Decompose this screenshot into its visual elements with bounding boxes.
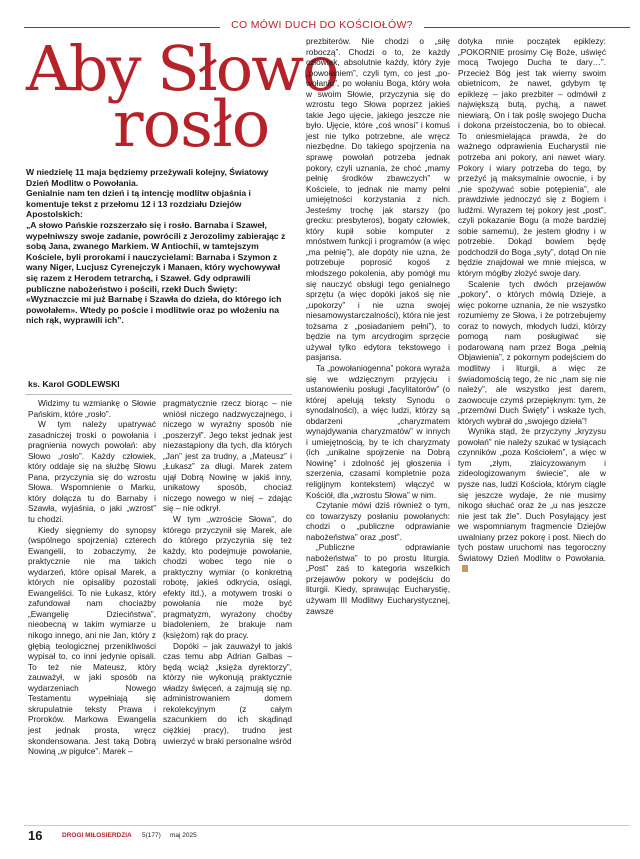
text-column-3 bbox=[306, 36, 450, 616]
paragraph bbox=[458, 426, 606, 574]
paragraph: Ta „powołaniogenna” pokora wyraża się we wdzięcznym przyjęciu i ustanowieniu posługi „facylitatorów” (o której apelują teksty Synodu o synodalności), a więc ludzi, którzy są obdarzeni „charyzmatem wynajdywania charyzmatów” w innych i umiejętnością, by te ich charyzmaty (ich „unikalne spojrzenie na Dobrą Nowinę” i zdolność jej głoszenia i szerzenia, czasami kompletnie poza religijnym kontekstem) włączyć w Kościół, dla „wzrostu Słowa” w nim. bbox=[306, 362, 450, 500]
end-mark-icon bbox=[462, 565, 468, 572]
lead-paragraph: Genialnie nam ten dzień i tą intencję modlitw objaśnia i komentuje tekst z przełomu 12 i 13 rozdziału Dziejów Apostolskich: bbox=[26, 188, 251, 220]
text-column-4 bbox=[458, 36, 606, 574]
author-byline: ks. Karol GODLEWSKI bbox=[28, 379, 120, 389]
magazine-name: DROGI MIŁOSIERDZIA bbox=[62, 832, 132, 839]
paragraph: W tym należy upatrywać zasadniczej troski o powołania i pragnienia nowych powołań: aby Słowo „rosło”. Każdy człowiek, który oddaje się na służbę Słowu Pana, przyczynia się do wzrostu Słowa. Wspomnienie o Marku, który dołącza tu do Barnaby i Szawła, wyjaśnia, o jaki „wzrost” tu chodzi. bbox=[28, 419, 156, 525]
text-column-1 bbox=[28, 398, 156, 757]
paragraph: Kiedy sięgniemy do synopsy (wspólnego spojrzenia) czterech Ewangelii, to zobaczymy, że praktycznie nie ma takich wydarzeń, które opisał Marek, a których nie opisaliby pozostali Ewangeliści. To nie Łukasz, który zafundował nam chociażby „Ewangelię Dzieciństwa”, nieobecną w takim wymiarze u nikogo innego, ani nie Jan, który z głębią teologicznej przenikliwości wypisał to, co inni jedynie opisali. To też nie Mateusz, który zauważył, w jaki sposób na wydarzeniach Nowego Testamentu wypełniają się skrupulatnie teksty Prawa i Proroków. Markowa Ewangelia jest jednak prosta, wręcz skondensowana. Jest taką Dobrą Nowiną „w pigułce”. Marek – bbox=[28, 524, 156, 757]
footer-rule bbox=[24, 825, 630, 826]
issue-number: 5(177) bbox=[142, 832, 161, 839]
page-number: 16 bbox=[28, 828, 43, 843]
paragraph: W tym „wzroście Słowa”, do którego przyczynił się Marek, ale do którego przyczynia się też każdy, kto podejmuje powołanie, chodzi wobec tego nie o praktyczny wymiar (o konkretną robotę, jakieś odkrycia, osiągi, efekty itd.), a motywem troski o powołania nie może być pragmatyzm, wyrażony choćby biadoleniem, że brakuje nam (księżom) rąk do pracy. bbox=[163, 514, 292, 641]
paragraph: pragmatycznie rzecz biorąc – nie wniósł niczego nadzwyczajnego, i niczego w wyraźny sposób nie „poszerzył”. Jego tekst jednak jest niezastąpiony dla tych, dla których „Jan” jest za trudny, a „Mateusz” i „Łukasz” za długi. Marek zatem ujął Dobrą Nowinę w jakiś inny, unikatowy sposób, chociaż niczego nowego w niej – zdając się – nie odkrył. bbox=[163, 398, 292, 514]
lead-quote: „A słowo Pańskie rozszerzało się i rosło. Barnaba i Szaweł, wypełniwszy swoje zadanie, powrócili z Jerozolimy zabierając z sobą Jana, zwanego Markiem. W Antiochii, w tamtejszym Kościele, byli prorokami i nauczycielami: Barnaba i Szymon z wany Niger, Lucjusz Cyrenejczyk i Manaen, który wychowywał się razem z Herodem tetrarchą, i Szaweł. Gdy odprawili publiczne nabożeństwo i pościli, rzekł Duch Święty: «Wyznaczcie mi już Barnabę i Szawła do dzieła, do którego ich powołałem». Wtedy po poście i modlitwie oraz po włożeniu na nich rąk, wyprawili ich”. bbox=[26, 219, 286, 326]
section-label: CO MÓWI DUCH DO KOŚCIOŁÓW? bbox=[231, 19, 413, 31]
text-column-2 bbox=[163, 398, 292, 746]
paragraph: Czytanie mówi dziś również o tym, co towarzyszy posłaniu powołanych: chodzi o „publiczne odprawianie nabożeństwa” oraz „post”. bbox=[306, 500, 450, 542]
paragraph-text: Wynika stąd, że przyczyny „kryzysu powołań” nie należy szukać w tysiącach czynników „poza Kościołem”, a więc w tym „złym, zlaicyzowanym i zideologizowanym świecie”, ale w pysze nas, ludzi Kościoła, którym ciągle się jeszcze wydaje, że nie musimy nikogo słuchać oraz że „u nas jeszcze nie jest tak źle”. Duch Posyłający jest we wspomnianym fragmencie Dziejów uwalniany przez pokorę i post. Niech do tych postaw uruchomi nas tegoroczny Światowy Dzień Modlitw o Powołania. bbox=[458, 426, 606, 563]
lead-paragraph: W niedzielę 11 maja będziemy przeżywali kolejny, Światowy Dzień Modlitw o Powołania. bbox=[26, 167, 269, 188]
paragraph: Scalenie tych dwóch przejawów „pokory”, o których mówią Dzieje, a więc pokorne uznania, że nie wszystko rozumiemy ze Słowa, i że potrzebujemy coraz to nowych, młodych ludzi, którzy pomogą nam posługiwać się podarowaną nam przez Boga „pełnią Objawienia”, z pokornym podejściem do modlitwy i liturgii, a więc ze świadomością tego, że nic „nam się nie należy”, ale wszystko jest darem, zaowocuje czymś przepięknym: tym, że „przemówi Duch Święty” i wskaże tych, których wybrał do „swojego dzieła”! bbox=[458, 278, 606, 426]
paragraph: Dopóki – jak zauważył to jakiś czas temu abp Adrian Galbas – będą wciąż „księża dyrektorzy”, którzy nie wykonują praktycznie władzy święceń, a zajmują się np. administrowaniem domem rekolekcyjnym (z całym szacunkiem do ich skądinąd ciężkiej pracy), trudno jest uwierzyć w braki personalne wśród bbox=[163, 640, 292, 746]
paragraph: dotyka mnie początek epiklezy: „POKORNIE prosimy Cię Boże, uświęć mocą Twojego Ducha te dary…”. Przecież Bóg jest tak wierny swoim obietnicom, że nawet, gdybym tę epiklezę – jako prezbiter – odmówił z największą butą, pychą, a nawet niewiarą, On i tak poślę swojego Ducha i dokona przeistoczenia, bo to obiecał. To oniesmielająca prawda, że do ważnego odprawienia Eucharystii nie potrzeba ani pokory, ani nawet wiary. Pokory i wiary potrzeba do tego, by przeżyć ją maksymalnie owocnie, i by „nie spożywać sobie potępienia”, ale prawdziwie jednoczyć się z Bogiem i ludźmi. Wyrazem tej pokory jest „post”, czyli pokazanie Bogu (a może bardziej sobie samemu), że jestem głodny i w potrzebie. Dokąd bowiem będę podchodził do Boga „syty”, dotąd On nie będzie znajdował we mnie miejsca, w którym mógłby złożyć swoje dary. bbox=[458, 36, 606, 279]
article-lead bbox=[26, 167, 292, 326]
header-rule-left bbox=[24, 27, 220, 28]
byline-divider bbox=[26, 394, 292, 395]
issue-date: maj 2025 bbox=[170, 832, 197, 839]
article-title-line-1: Aby Słowo bbox=[26, 32, 338, 105]
paragraph: Widzimy tu wzmiankę o Słowie Pańskim, które „rosło”. bbox=[28, 398, 156, 419]
article-title-line-2: rosło bbox=[113, 88, 270, 162]
paragraph: „Publiczne odprawianie nabożeństwa” to po prostu liturgia. „Post” zaś to kategoria wszelkich przejawów pokory w podejściu do liturgii. Kiedy, sprawując Eucharystię, używam III Modlitwy Eucharystycznej, zawsze bbox=[306, 542, 450, 616]
paragraph: prezbiterów. Nie chodzi o „siłę roboczą”. Chodzi o to, że każdy człowiek, absolutnie każdy, który żyje „powołaniem”, czyli tym, co jest „po-wołaniu”, po wołaniu Boga, który woła w swoim Słowie, przyczynia się do wzrostu tego Słowa poprzez jakieś takie Jego ujęcie, jakiego jeszcze nie było. Ujęcie, które „coś wnosi” i komuś jest nie tylko potrzebne, ale wręcz niezbędne. Do takiego spojrzenia na sprawę powołań potrzeba jednak pokory, czyli uznania, że choć „mamy pełnię środków zbawczych” w Kościele, to jednak nie mamy pełni umiejętności korzystania z nich. Jesteśmy trochę jak starszy (po grecku: presbyteros), bogaty człowiek, który kupił sobie komputer z mnóstwem funkcji i programów (a więc „ma pełnię”), ale dopóty nie uzna, że potrzebuje poprosić kogoś z młodszego pokolenia, aby pomógł mu się nauczyć obsługi tego genialnego sprzętu (a więc dopóki jakoś się nie „upokorzy” i nie uzna swojej niesamowystarczalności), która nie jest tożsama z „posiadaniem pełni”), to będzie na tym arcydrogim sprzęcie używał tylko edytora tekstowego i pasjansa. bbox=[306, 36, 450, 363]
header-rule-right bbox=[424, 27, 630, 28]
